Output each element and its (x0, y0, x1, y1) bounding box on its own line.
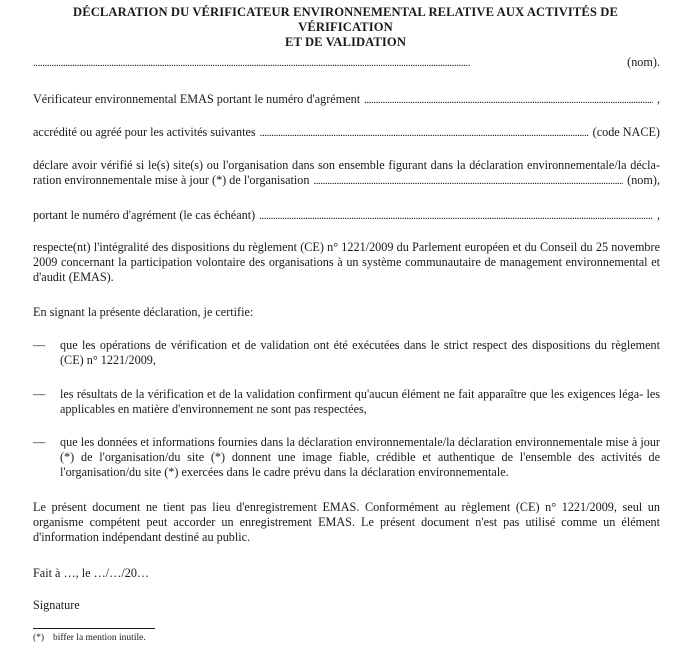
accredited-suffix: (code NACE) (592, 125, 660, 139)
name-dots (33, 55, 623, 71)
certify-item-2-text: les résultats de la vérification et de la validation confirment qu'aucun élément ne fait apparaître que les exigences léga- les applicables en matière d'environnement ne sont pas respectées, (60, 387, 660, 416)
declares-suffix: (nom), (627, 173, 660, 187)
certify-item-1 (33, 338, 660, 368)
name-suffix: (nom). (627, 55, 660, 69)
accredited-dots (260, 125, 589, 141)
certify-item-3 (33, 435, 660, 480)
certify-intro: En signant la présente déclaration, je certifie: (33, 305, 254, 319)
certify-item-1-text: que les opérations de vérification et de validation ont été exécutées dans le strict respect des dispositions du règlement (CE) n° 1221/2009, (60, 338, 660, 367)
name-field-line (33, 55, 660, 71)
verifier-label: Vérificateur environnemental EMAS portant le numéro d'agrément (33, 92, 361, 106)
footnote-separator (33, 628, 155, 629)
bullet-dash: — (33, 435, 46, 449)
title-line-1: DÉCLARATION DU VÉRIFICATEUR ENVIRONNEMENTAL RELATIVE AUX ACTIVITÉS DE VÉRIFICATION (73, 5, 618, 34)
declares-field (33, 158, 660, 189)
accredited-label: accrédité ou agréé pour les activités suivantes (33, 125, 256, 139)
respect-paragraph: respecte(nt) l'intégralité des dispositions du règlement (CE) n° 1221/2009 du Parlement européen et du Conseil du 25 novembre 2009 concernant la participation volontaire des organisations à un système communautaire de management environnemental et d'audit (EMAS). (33, 240, 660, 284)
declares-label: ration environnementale mise à jour (*) de l'organisation (33, 173, 310, 187)
bullet-dash: — (33, 338, 46, 352)
bullet-dash: — (33, 387, 46, 401)
signature-label: Signature (33, 598, 80, 612)
place-date-line: Fait à …, le …/…/20… (33, 566, 150, 580)
footnote (33, 632, 146, 644)
registration-field-line (33, 208, 660, 224)
verifier-field-line (33, 92, 660, 108)
document-title (30, 5, 661, 50)
registration-dots (259, 208, 653, 224)
certify-item-3-text: que les données et informations fournies dans la déclaration environnementale/la déclaration environnementale mise à jour (*) de l'organisation/du site (*) donnent une image fiable, crédible et authentique de l'ensemble des activités de l'organisation/du site (*) exercées dans le cadre prévu dans la déclaration environnementale. (60, 435, 660, 479)
verifier-dots (364, 92, 653, 108)
footnote-mark: (*) (33, 633, 45, 643)
declares-line-1: déclare avoir vérifié si le(s) site(s) ou l'organisation dans son ensemble figurant dans la déclaration environnementale/la décla- (33, 158, 660, 172)
registration-suffix: , (656, 208, 660, 222)
footnote-text: biffer la mention inutile. (53, 633, 146, 643)
registration-label: portant le numéro d'agrément (le cas échéant) (33, 208, 256, 222)
certify-item-2 (33, 387, 660, 417)
accredited-field-line (33, 125, 660, 141)
declares-dots (313, 173, 623, 189)
disclaimer-paragraph: Le présent document ne tient pas lieu d'enregistrement EMAS. Conformément au règlement (CE) n° 1221/2009, seul un organisme compétent peut accorder un enregistrement EMAS. Le présent document n'est pas utilisé comme un élément d'information indépendant destiné au public. (33, 500, 660, 544)
verifier-suffix: , (656, 92, 660, 106)
title-line-2: ET DE VALIDATION (284, 35, 407, 49)
